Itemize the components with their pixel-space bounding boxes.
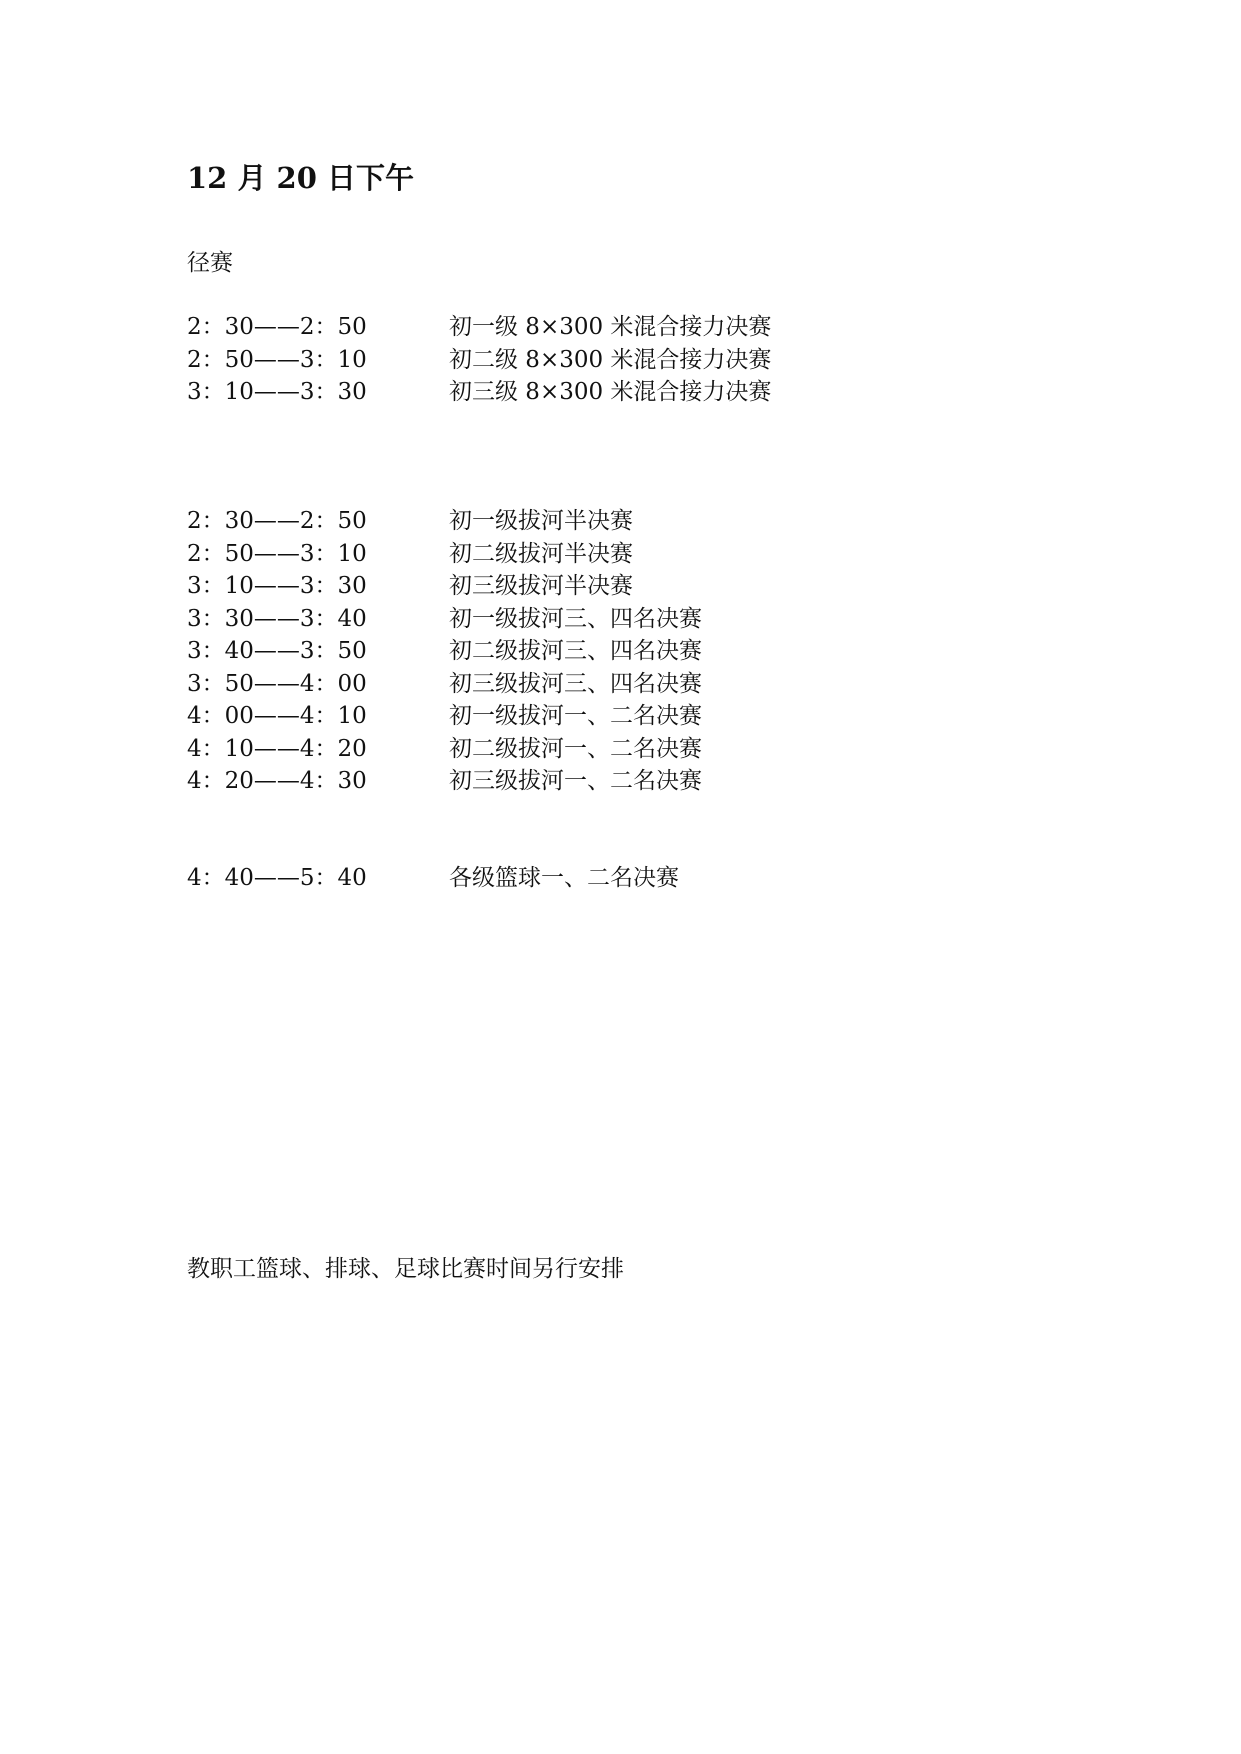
- schedule-event: 初三级拔河半决赛: [449, 573, 633, 599]
- schedule-event: 初一级拔河三、四名决赛: [449, 605, 702, 632]
- schedule-event: 初二级拔河一、二名决赛: [449, 735, 702, 762]
- schedule-row: [187, 862, 679, 895]
- schedule-row: [187, 700, 702, 733]
- section-label-track: 径赛: [187, 250, 233, 276]
- schedule-time: 2：30——2：50: [187, 508, 367, 534]
- schedule-event: 各级篮球一、二名决赛: [449, 865, 679, 891]
- schedule-row: [187, 635, 702, 668]
- schedule-time: 4：10——4：20: [187, 735, 367, 762]
- schedule-row: [187, 311, 771, 344]
- schedule-event: 初二级拔河三、四名决赛: [449, 638, 702, 664]
- schedule-event: 初二级 8×300 米混合接力决赛: [449, 346, 772, 373]
- tug-of-war-schedule: [187, 505, 702, 798]
- schedule-event: 初一级拔河一、二名决赛: [449, 703, 702, 729]
- schedule-row: [187, 538, 702, 571]
- page-title: 12 月 20 日下午: [187, 161, 415, 195]
- schedule-row: [187, 603, 702, 636]
- schedule-time: 3：10——3：30: [187, 573, 367, 599]
- schedule-row: [187, 765, 702, 798]
- schedule-row: [187, 344, 771, 377]
- schedule-time: 3：40——3：50: [187, 638, 367, 664]
- schedule-time: 2：30——2：50: [187, 314, 367, 340]
- schedule-time: 2：50——3：10: [187, 540, 367, 567]
- schedule-row: [187, 376, 771, 409]
- schedule-time: 4：20——4：30: [187, 768, 367, 794]
- schedule-row: [187, 570, 702, 603]
- track-schedule: [187, 311, 771, 409]
- schedule-time: 3：10——3：30: [187, 379, 367, 405]
- schedule-event: 初一级 8×300 米混合接力决赛: [449, 314, 772, 340]
- schedule-time: 3：30——3：40: [187, 605, 367, 632]
- schedule-time: 4：00——4：10: [187, 703, 367, 729]
- schedule-time: 3：50——4：00: [187, 670, 367, 697]
- schedule-event: 初三级拔河一、二名决赛: [449, 768, 702, 794]
- schedule-event: 初一级拔河半决赛: [449, 508, 633, 534]
- schedule-event: 初二级拔河半决赛: [449, 540, 633, 567]
- schedule-event: 初三级拔河三、四名决赛: [449, 670, 702, 697]
- staff-games-note: 教职工篮球、排球、足球比赛时间另行安排: [187, 1256, 624, 1282]
- schedule-row: [187, 668, 702, 701]
- schedule-row: [187, 505, 702, 538]
- schedule-time: 4：40——5：40: [187, 865, 367, 891]
- schedule-time: 2：50——3：10: [187, 346, 367, 373]
- basketball-schedule: [187, 862, 679, 895]
- schedule-event: 初三级 8×300 米混合接力决赛: [449, 379, 772, 405]
- schedule-row: [187, 733, 702, 766]
